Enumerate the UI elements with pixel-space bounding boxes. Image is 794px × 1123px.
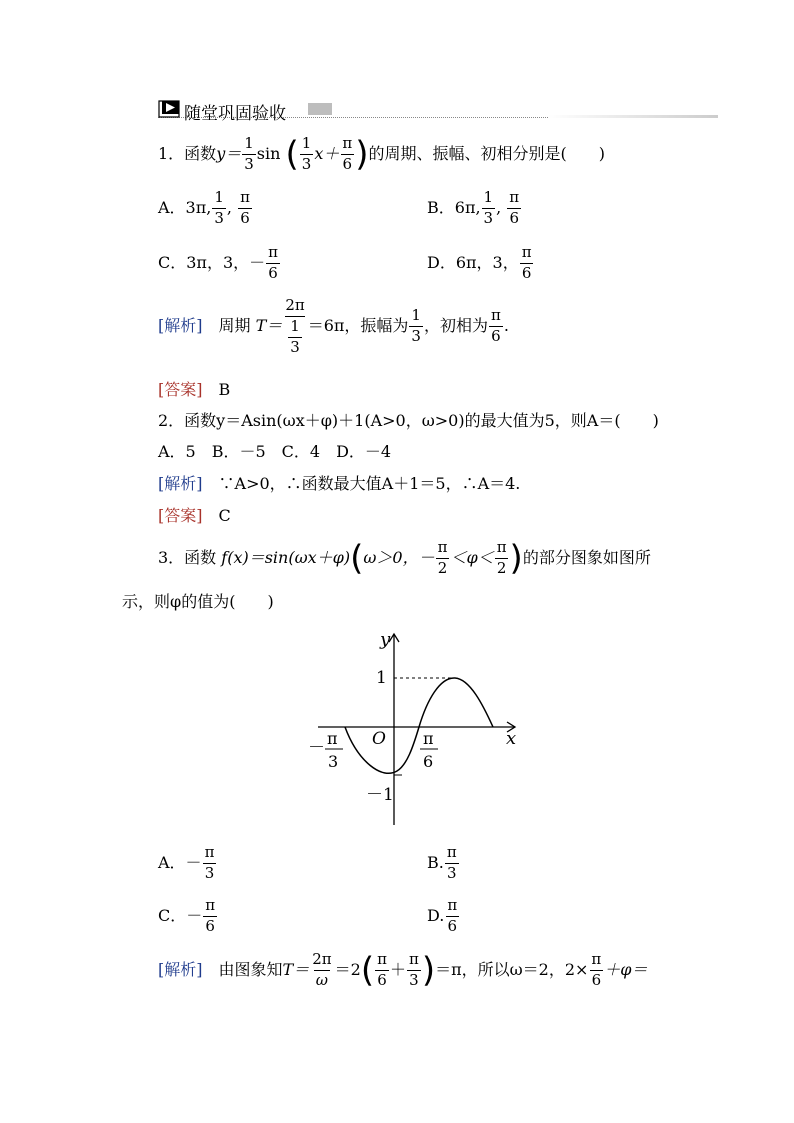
q3-function: f(x)＝sin(ωx＋φ)	[221, 547, 351, 567]
q1-answer-value: B	[218, 380, 231, 399]
q2-options: A．5 B．－5 C．4 D．－4	[158, 442, 392, 461]
origin-label: O	[372, 729, 386, 749]
tick-neg-num: π	[327, 729, 338, 748]
arrow-box-icon	[158, 100, 180, 118]
header-bar	[308, 103, 332, 115]
q2-analysis-text: ∵A>0，∴函数最大值A＋1＝5，∴A＝4.	[218, 474, 521, 493]
tick-neg-den: 3	[328, 752, 339, 771]
q1-prefix: 1．函数	[158, 143, 217, 163]
q3-option-b: B. $\frac{\pi}{3}$	[427, 843, 457, 882]
x-label: x	[506, 728, 517, 749]
q1-option-d: D．6π，3， $\frac{\pi}{6}$	[427, 243, 532, 282]
y-label: y	[380, 629, 391, 650]
q1-answer	[158, 382, 230, 398]
q1-option-b: B．6π, $\frac{1}{3}$ , $\frac{\pi}{6}$	[427, 188, 520, 227]
q1-option-a: A．3π, $\frac{1}{3}$ , $\frac{\pi}{6}$	[158, 188, 250, 227]
q2-answer	[158, 508, 231, 524]
tick-neg-1: －1	[366, 785, 394, 805]
q1-sin: sin	[256, 143, 281, 163]
q2-stem: 2．函数y＝Asin(ωx＋φ)＋1(A>0，ω>0)的最大值为5，则A＝( )	[158, 411, 659, 430]
q1-y-eq: y＝	[216, 143, 242, 163]
q1-x-plus: x＋	[314, 143, 340, 163]
sine-curve	[345, 678, 493, 773]
q1-analysis-period-frac: $\frac{2\pi}{\frac{1}{3}}$	[285, 296, 305, 356]
tick-pos-den: 6	[423, 752, 434, 771]
q2-answer-value: C	[218, 506, 231, 525]
q3-option-a: A．－ $\frac{\pi}{3}$	[158, 843, 215, 882]
section-header	[158, 98, 718, 124]
section-title: 随堂巩固验收	[184, 104, 286, 124]
tick-neg-sign: －	[308, 738, 325, 758]
q3-stem: 3．函数 f(x)＝sin(ωx＋φ)(ω＞0，－ $\frac{\pi}{2}$ ＜φ＜ $\frac{\pi}{2}$ )的部分图象如图所	[158, 538, 651, 579]
q1-frac-b: $\frac{1}{3}$	[301, 134, 312, 173]
q1-suffix: 的周期、振幅、初相分别是( )	[368, 143, 605, 163]
tick-1: 1	[376, 668, 387, 688]
q2-answer-tag: [答案]	[158, 506, 203, 525]
q1-frac-pi6: $\frac{\pi}{6}$	[342, 134, 353, 173]
tick-pos-num: π	[423, 729, 434, 748]
q3-stem-line2: 示，则φ的值为( )	[122, 592, 274, 611]
q3-option-d: D. $\frac{\pi}{6}$	[427, 896, 458, 935]
q3-option-c: C．－ $\frac{\pi}{6}$	[158, 896, 216, 935]
q1-option-c: C．3π，3，－ $\frac{\pi}{6}$	[158, 243, 278, 282]
q3-graph	[300, 620, 530, 830]
q1-analysis: [解析] 周期 T＝ $\frac{2\pi}{\frac{1}{3}}$ ＝6π，振幅为 $\frac{1}{3}$ ，初相为 $\frac{\pi}{6}$ .	[158, 296, 509, 356]
q1-frac-a: $\frac{1}{3}$	[244, 134, 254, 173]
header-fade	[548, 115, 718, 118]
q3-analysis-tag: [解析]	[158, 959, 203, 979]
q1-stem: 1．函数y＝ $\frac{1}{3}$ sin ( $\frac{1}{3}$ x＋ $\frac{\pi}{6}$ )的周期、振幅、初相分别是( )	[158, 134, 605, 175]
q1-answer-tag: [答案]	[158, 380, 203, 399]
q2-analysis-tag: [解析]	[158, 474, 203, 493]
q3-analysis: [解析] 由图象知T＝ $\frac{2\pi}{\omega}$ ＝2( $\frac{\pi}{6}$ ＋ $\frac{\pi}{3}$ )＝π，所以ω＝2，2× $\frac{\pi}{6}$ ＋φ＝	[158, 950, 648, 991]
q2-analysis	[158, 476, 520, 492]
q1-analysis-tag: [解析]	[158, 316, 203, 336]
